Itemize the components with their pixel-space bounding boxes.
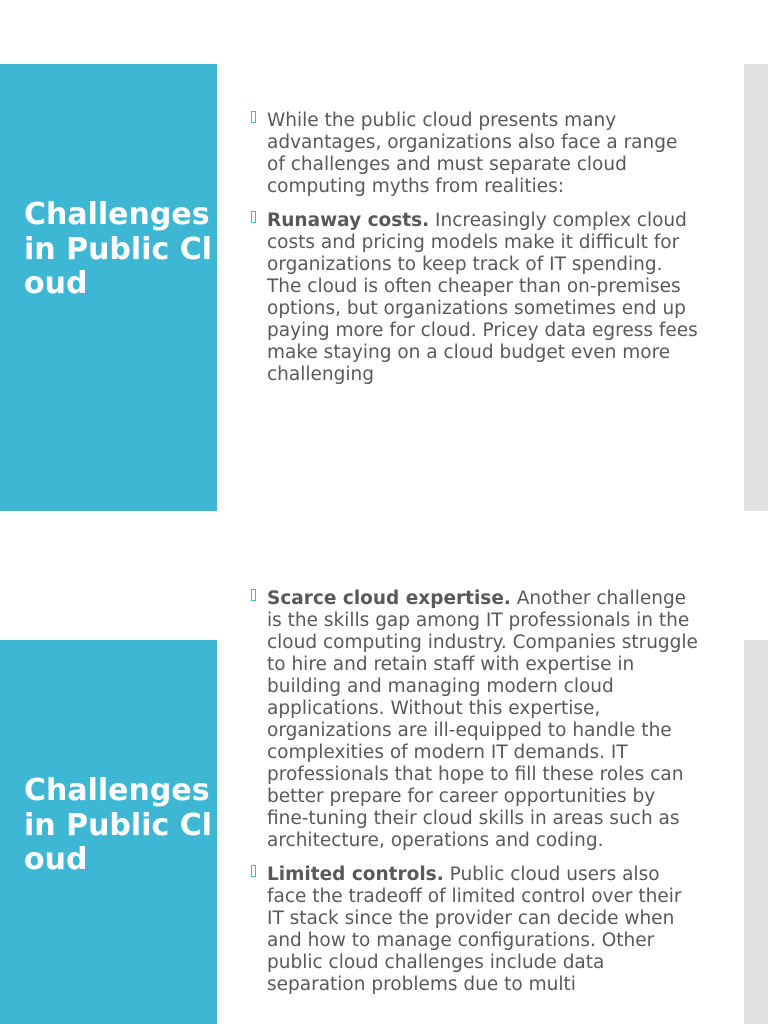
bullet-text: While the public cloud presents many advantages, organizations also face a range of challenges and must separate cloud computing myths from realities: xyxy=(267,110,678,197)
slide-2-title: Challenges in Public Cloud xyxy=(24,773,212,877)
bullet-item xyxy=(248,588,700,852)
slide-1-right-strip xyxy=(744,64,768,511)
bullet-lead: Scarce cloud expertise. xyxy=(267,588,511,609)
slide-1-bullet-list xyxy=(248,110,700,398)
bullet-lead: Limited controls. xyxy=(267,864,444,885)
bullet-marker-icon xyxy=(251,589,256,601)
slide-1-title-panel xyxy=(0,64,217,511)
bullet-text: Increasingly complex cloud costs and pricing models make it difficult for organizations to keep track of IT spending. The cloud is often cheaper than on-premises options, but organizations sometimes end up paying more for cloud. Pricey data egress fees make staying on a cloud budget even more challenging xyxy=(267,210,698,385)
bullet-text: Public cloud users also face the tradeoff of limited control over their IT stack since the provider can decide when and how to manage configurations. Other public cloud challenges include data separation problems due to multi xyxy=(267,864,682,995)
bullet-marker-icon xyxy=(251,111,256,123)
slide-2-title-panel xyxy=(0,640,217,1024)
bullet-lead: Runaway costs. xyxy=(267,210,430,231)
bullet-text: Another challenge is the skills gap among IT professionals in the cloud computing industry. Companies struggle to hire and retain staff with expertise in building and managing modern cloud applications. Without this expertise, organizations are ill-equipped to handle the complexities of modern IT demands. IT professionals that hope to fill these roles can better prepare for career opportunities by fine-tuning their cloud skills in areas such as architecture, operations and coding. xyxy=(267,588,698,851)
bullet-item xyxy=(248,110,700,198)
bullet-marker-icon xyxy=(251,211,256,223)
bullet-marker-icon xyxy=(251,865,256,877)
slide-1-title: Challenges in Public Cloud xyxy=(24,197,212,301)
bullet-item xyxy=(248,864,700,996)
bullet-item xyxy=(248,210,700,386)
slide-2-right-strip xyxy=(744,640,768,1024)
slide-2-bullet-list xyxy=(248,588,700,1008)
